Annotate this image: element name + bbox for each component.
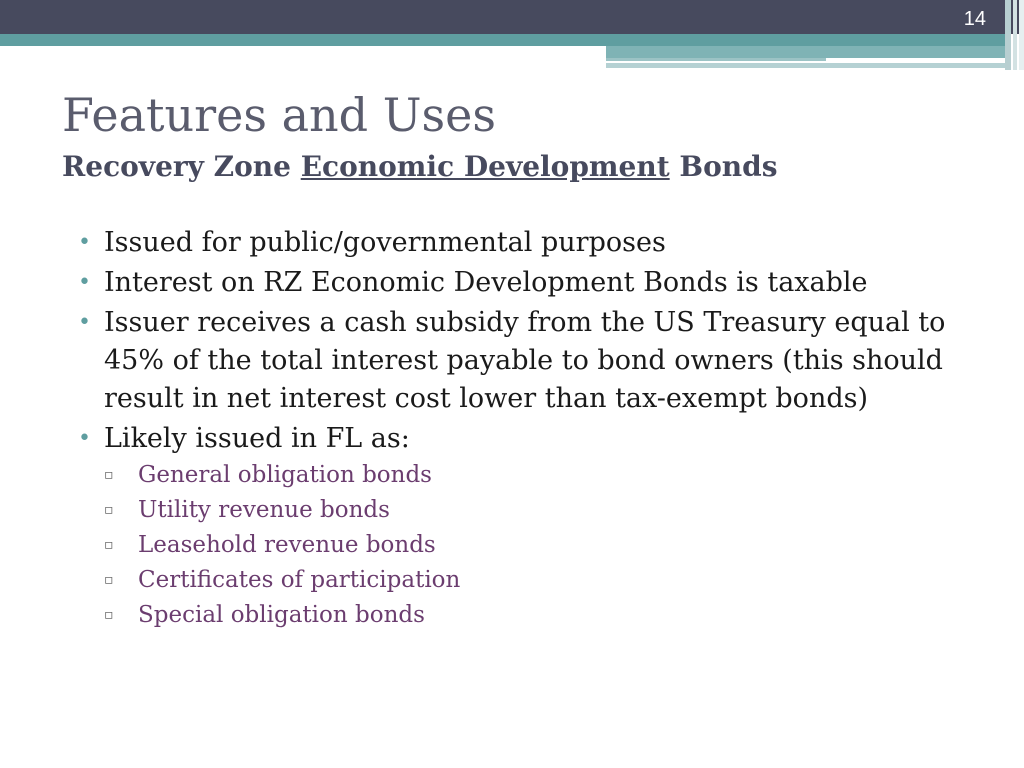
sub-bullet-item <box>104 493 978 528</box>
slide-title: Features and Uses <box>62 88 496 142</box>
square-bullet-icon: ▫ <box>104 467 114 483</box>
sub-bullet-text: Special obligation bonds <box>138 602 425 628</box>
bullet-item <box>78 264 978 302</box>
sub-bullet-text: Leasehold revenue bonds <box>138 532 436 558</box>
square-bullet-icon: ▫ <box>104 502 114 518</box>
sub-bullet-item <box>104 598 978 633</box>
bullet-dot-icon: • <box>78 426 91 451</box>
sub-bullet-text: Certificates of participation <box>138 567 461 593</box>
sub-bullet-text: Utility revenue bonds <box>138 497 390 523</box>
sub-bullet-item <box>104 458 978 493</box>
sub-bullet-item <box>104 528 978 563</box>
edge-stripe <box>1005 0 1011 70</box>
edge-stripe <box>1013 0 1017 70</box>
bullet-item <box>78 304 978 418</box>
bullet-list <box>78 224 978 635</box>
bullet-item <box>78 420 978 633</box>
bullet-text: Interest on RZ Economic Development Bonds is taxable <box>104 267 868 298</box>
slide-subtitle <box>62 150 777 183</box>
sub-bullet-text: General obligation bonds <box>138 462 432 488</box>
sub-bullet-list <box>104 458 978 633</box>
header-band-light <box>606 58 826 61</box>
square-bullet-icon: ▫ <box>104 607 114 623</box>
header-band-light-secondary <box>606 63 1005 68</box>
header-band-teal <box>0 34 1005 46</box>
subtitle-part: Bonds <box>669 150 778 183</box>
bullet-text: Issuer receives a cash subsidy from the US Treasury equal to 45% of the total interest payable to bond owners (this should result in net interest cost lower than tax-exempt bonds) <box>104 307 946 414</box>
sub-bullet-item <box>104 563 978 598</box>
square-bullet-icon: ▫ <box>104 572 114 588</box>
bullet-text: Issued for public/governmental purposes <box>104 227 666 258</box>
bullet-dot-icon: • <box>78 270 91 295</box>
subtitle-underlined: Economic Development <box>300 150 670 183</box>
bullet-text: Likely issued in FL as: <box>104 423 410 454</box>
square-bullet-icon: ▫ <box>104 537 114 553</box>
subtitle-part: Recovery Zone <box>62 150 301 183</box>
header-band-dark <box>0 0 1024 34</box>
edge-stripe <box>1019 0 1024 70</box>
slide-number: 14 <box>963 8 986 30</box>
bullet-item <box>78 224 978 262</box>
bullet-dot-icon: • <box>78 310 91 335</box>
header-band-teal-secondary <box>606 46 1005 58</box>
bullet-dot-icon: • <box>78 230 91 255</box>
